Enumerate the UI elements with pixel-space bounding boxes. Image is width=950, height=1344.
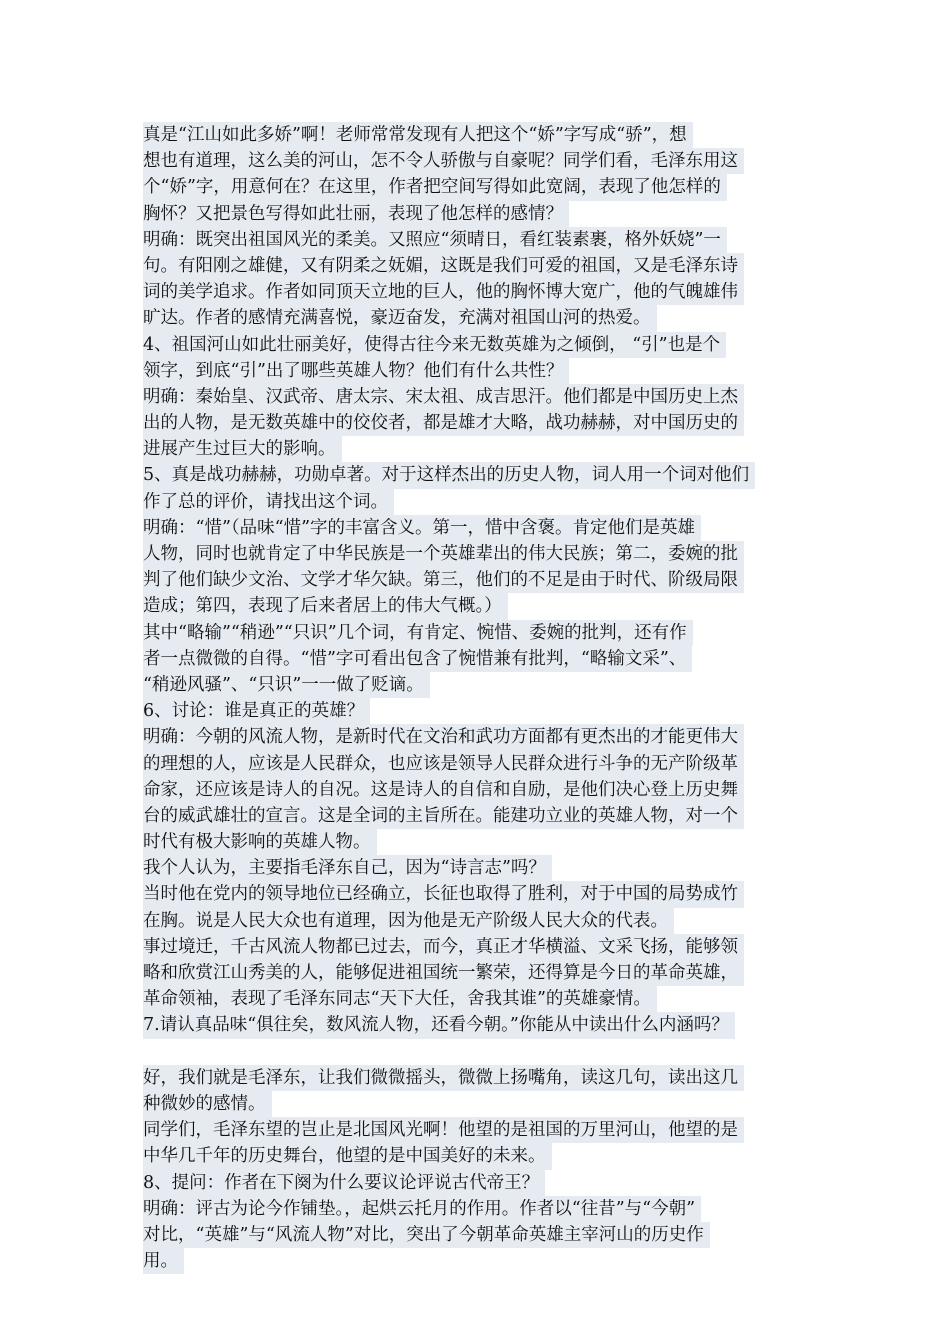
text-line-content: 革命领袖，表现了毛泽东同志“天下大任，舍我其谁”的英雄豪情。 xyxy=(143,986,657,1012)
text-line xyxy=(143,1117,833,1143)
text-line xyxy=(143,1222,833,1248)
text-line xyxy=(143,1170,833,1196)
text-line xyxy=(143,253,833,279)
text-line xyxy=(143,436,833,462)
text-line-content: 胸怀？又把景色写得如此壮丽，表现了他怎样的感情？ xyxy=(143,201,569,227)
text-line xyxy=(143,646,833,672)
text-line xyxy=(143,1248,833,1274)
text-line xyxy=(143,1091,833,1117)
text-line-content: 旷达。作者的感情充满喜悦，豪迈奋发，充满对祖国山河的热爱。 xyxy=(143,305,657,331)
text-line-content: 真是“江山如此多娇”啊！老师常常发现有人把这个“娇”字写成“骄”，想 xyxy=(143,122,693,148)
text-line xyxy=(143,1196,833,1222)
text-line xyxy=(143,227,833,253)
text-line-content: 略和欣赏江山秀美的人，能够促进祖国统一繁荣，还得算是今日的革命英雄， xyxy=(143,960,744,986)
text-line-content: 7.请认真品味“俱往矣，数风流人物，还看今朝。”你能从中读出什么内涵吗？ xyxy=(143,1012,735,1038)
text-line-content: 明确：评古为论今作铺垫。，起烘云托月的作用。作者以“往昔”与“今朝” xyxy=(143,1196,701,1222)
text-line xyxy=(143,751,833,777)
text-line xyxy=(143,855,833,881)
text-line xyxy=(143,698,833,724)
text-line xyxy=(143,358,833,384)
text-line xyxy=(143,174,833,200)
text-line xyxy=(143,672,833,698)
text-line xyxy=(143,122,833,148)
text-line xyxy=(143,1143,833,1169)
text-line xyxy=(143,410,833,436)
text-line xyxy=(143,1012,833,1038)
text-line-content: “稍逊风骚”、“只识”一一做了贬谪。 xyxy=(143,672,430,698)
text-line-content: 进展产生过巨大的影响。 xyxy=(143,436,342,462)
text-line xyxy=(143,384,833,410)
text-line-content: 人物，同时也就肯定了中华民族是一个英雄辈出的伟大民族；第二，委婉的批 xyxy=(143,541,744,567)
text-line-content: 词的美学追求。作者如同顶天立地的巨人，他的胸怀博大宽广，他的气魄雄伟 xyxy=(143,279,744,305)
text-line-content: 好，我们就是毛泽东，让我们微微摇头，微微上扬嘴角，读这几句，读出这几 xyxy=(143,1065,744,1091)
text-line-content: 事过境迁，千古风流人物都已过去，而今，真正才华横溢、文采飞扬，能够领 xyxy=(143,934,744,960)
text-line-content: 其中“略输”“稍逊”“只识”几个词，有肯定、惋惜、委婉的批判，还有作 xyxy=(143,620,693,646)
text-line xyxy=(143,724,833,750)
text-line xyxy=(143,960,833,986)
text-line-content: 明确：今朝的风流人物，是新时代在文治和武功方面都有更杰出的才能更伟大 xyxy=(143,724,744,750)
document-page xyxy=(143,122,833,1274)
text-line xyxy=(143,567,833,593)
text-line xyxy=(143,829,833,855)
text-line-content: 个“娇”字，用意何在？在这里，作者把空间写得如此宽阔，表现了他怎样的 xyxy=(143,174,727,200)
text-line-content: 的理想的人，应该是人民群众，也应该是领导人民群众进行斗争的无产阶级革 xyxy=(143,751,744,777)
text-line-content: 4、祖国河山如此壮丽美好，使得古往今来无数英雄为之倾倒， “引”也是个 xyxy=(143,332,726,358)
text-line-content: 命家，还应该是诗人的自况。这是诗人的自信和自励，是他们决心登上历史舞 xyxy=(143,777,744,803)
text-line-content: 我个人认为，主要指毛泽东自己，因为“诗言志”吗？ xyxy=(143,855,552,881)
text-line xyxy=(143,279,833,305)
text-line-content: 当时他在党内的领导地位已经确立，长征也取得了胜利，对于中国的局势成竹 xyxy=(143,881,744,907)
text-line-content: 想也有道理，这么美的河山，怎不令人骄傲与自豪呢？同学们看，毛泽东用这 xyxy=(143,148,744,174)
text-line xyxy=(143,1065,833,1091)
text-line xyxy=(143,881,833,907)
text-line-content: 明确：“惜”（品味“惜”字的丰富含义。第一，惜中含褒。肯定他们是英雄 xyxy=(143,515,701,541)
text-line-content: 种微妙的感情。 xyxy=(143,1091,272,1117)
text-line-content: 同学们，毛泽东望的岂止是北国风光啊！他望的是祖国的万里河山，他望的是 xyxy=(143,1117,744,1143)
text-line-content: 用。 xyxy=(143,1248,184,1274)
text-line-content: 中华几千年的历史舞台，他望的是中国美好的未来。 xyxy=(143,1143,552,1169)
text-line xyxy=(143,148,833,174)
text-line xyxy=(143,986,833,1012)
text-line-content: 时代有极大影响的英雄人物。 xyxy=(143,829,377,855)
text-line xyxy=(143,777,833,803)
text-line-content: 判了他们缺少文治、文学才华欠缺。第三，他们的不足是由于时代、阶级局限 xyxy=(143,567,744,593)
text-line-content: 领字，到底“引”出了哪些英雄人物？他们有什么共性？ xyxy=(143,358,569,384)
text-line-content: 6、讨论：谁是真正的英雄？ xyxy=(143,698,370,724)
text-line xyxy=(143,803,833,829)
text-line xyxy=(143,934,833,960)
text-line-content: 句。有阳刚之雄健，又有阴柔之妩媚，这既是我们可爱的祖国，又是毛泽东诗 xyxy=(143,253,744,279)
text-line-content: 作了总的评价，请找出这个词。 xyxy=(143,489,394,515)
text-line-content: 5、真是战功赫赫，功勋卓著。对于这样杰出的历史人物，词人用一个词对他们 xyxy=(143,462,755,488)
text-line xyxy=(143,908,833,934)
text-line-content: 8、提问：作者在下阕为什么要议论评说古代帝王？ xyxy=(143,1170,545,1196)
text-line-content: 明确：秦始皇、汉武帝、唐太宗、宋太祖、成吉思汗。他们都是中国历史上杰 xyxy=(143,384,744,410)
text-line xyxy=(143,489,833,515)
text-line xyxy=(143,332,833,358)
text-line xyxy=(143,462,833,488)
text-line xyxy=(143,593,833,619)
text-line xyxy=(143,1039,833,1065)
text-line-content: 出的人物，是无数英雄中的佼佼者，都是雄才大略，战功赫赫，对中国历史的 xyxy=(143,410,744,436)
text-line-content: 明确：既突出祖国风光的柔美。又照应“须晴日，看红装素裹，格外妖娆”一 xyxy=(143,227,727,253)
text-line xyxy=(143,305,833,331)
text-line xyxy=(143,541,833,567)
text-line xyxy=(143,620,833,646)
text-line-content: 造成；第四，表现了后来者居上的伟大气概。） xyxy=(143,593,508,619)
text-line xyxy=(143,201,833,227)
text-line-content: 对比，“英雄”与“风流人物”对比，突出了今朝革命英雄主宰河山的历史作 xyxy=(143,1222,710,1248)
text-line-content: 台的威武雄壮的宣言。这是全词的主旨所在。能建功立业的英雄人物，对一个 xyxy=(143,803,744,829)
text-line-content: 者一点微微的自得。“惜”字可看出包含了惋惜兼有批判，“略输文采”、 xyxy=(143,646,692,672)
text-line-content: 在胸。说是人民大众也有道理，因为他是无产阶级人民大众的代表。 xyxy=(143,908,674,934)
text-line xyxy=(143,515,833,541)
